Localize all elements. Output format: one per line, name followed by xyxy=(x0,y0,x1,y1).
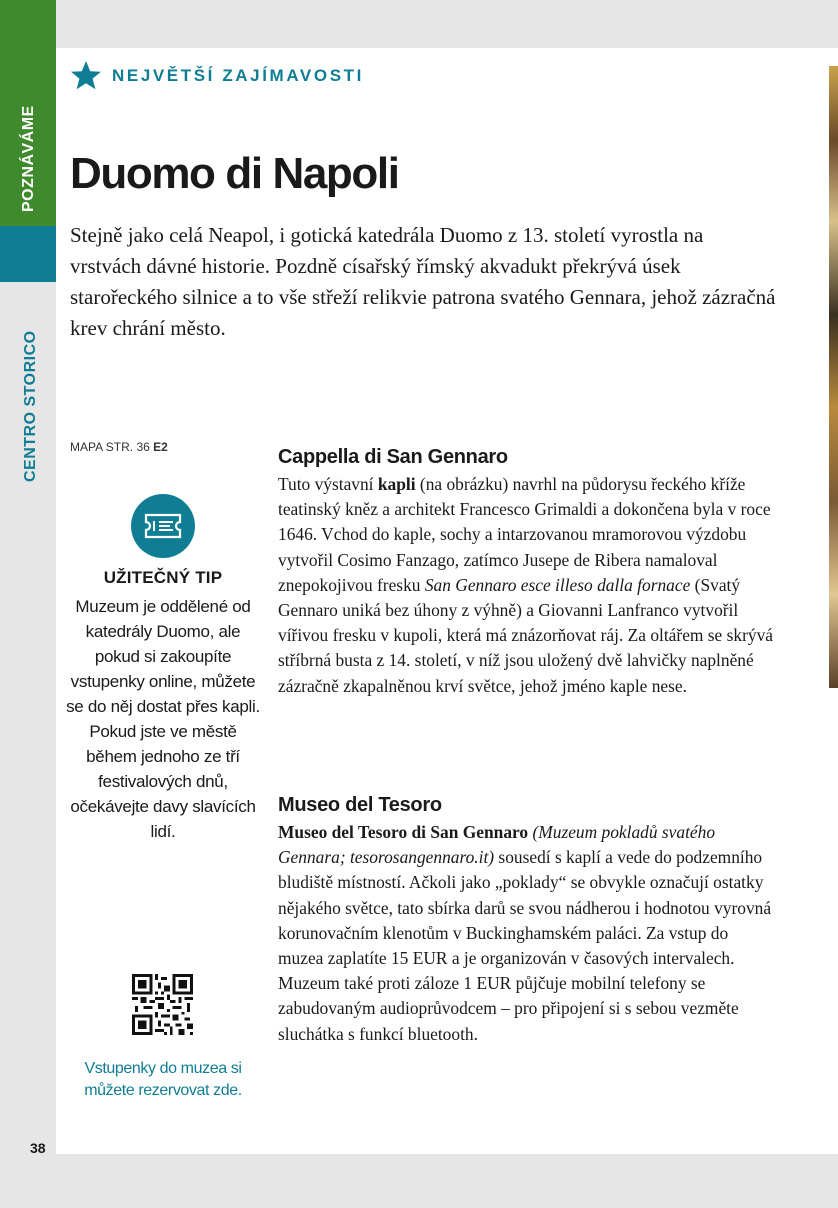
section-heading-museo: Museo del Tesoro xyxy=(278,794,442,816)
kicker xyxy=(70,60,364,92)
map-reference[interactable] xyxy=(70,440,168,454)
tip-badge xyxy=(131,494,195,558)
italic-title: San Gennaro esce illeso dalla fornace xyxy=(424,574,691,595)
map-reference-grid: E2 xyxy=(153,440,168,454)
kicker-label: NEJVĚTŠÍ ZAJÍMAVOSTI xyxy=(112,66,364,85)
bold-term: Museo del Tesoro di San Gennaro xyxy=(278,822,529,842)
tip-text: Muzeum je oddělené od katedrály Duomo, ale pokud si zakoupíte vstupenky online, můžete se do něj dostat přes kapli. Pokud jste ve městě během jednoho ze tří festivalových dnů, očekávejte davy slavících lidí. xyxy=(66,597,260,841)
section-tab-centro-storico[interactable] xyxy=(0,226,56,282)
map-reference-label: MAPA STR. 36 xyxy=(70,440,150,454)
ticket-icon xyxy=(143,512,183,540)
italic-note: (Muzeum pokladů svatého Gennara; tesorosangennaro.it) xyxy=(278,822,716,868)
page-number: 38 xyxy=(30,1140,46,1156)
section-body-cappella xyxy=(278,472,773,699)
adjacent-photo-edge xyxy=(829,66,838,688)
page-title: Duomo di Napoli xyxy=(70,149,399,198)
bold-term: kapli xyxy=(377,474,416,494)
text-run: (na obrázku) navrhl na půdorysu řeckého kříže teatinský kněz a architekt Francesco Grimaldi a dokončena byla v roce 1646. Vchod do kaple, sochy a intarzovanou mramorovou výzdobu vytvořil Cosimo Fanzago, zatímco Jusepe de Ribera namaloval znepokojivou fresku xyxy=(278,474,771,595)
section-body-museo xyxy=(278,820,773,1047)
intro-paragraph: Stejně jako celá Neapol, i gotická katedrála Duomo z 13. století vyrostla na vrstvách dávné historie. Pozdně císařský římský akvadukt překrývá úsek starořeckého silnice a to vše střeží relikvie patrona svatého Gennara, jehož zázračná krev chrání město. xyxy=(70,223,776,340)
qr-code-icon[interactable] xyxy=(132,974,193,1035)
tip-heading: UŽITEČNÝ TIP xyxy=(103,568,223,587)
section-heading-cappella: Cappella di San Gennaro xyxy=(278,446,508,468)
section-tab-label: POZNÁVÁME xyxy=(20,105,37,212)
area-label: CENTRO STORICO xyxy=(22,330,39,482)
text-run: sousedí s kaplí a vede do podzemního bludiště místností. Ačkoli jako „poklady“ se obvykle označují ostatky nějakého světce, tato sbírka darů se svou nádherou i hodnotou vyrovná korunovačním klenotům v Buckinghamském paláci. Za vstup do muzea zaplatíte 15 EUR a je organizován v časových intervalech. Muzeum také proti záloze 1 EUR půjčuje mobilní telefony se zabudovaným audioprůvodcem – pro připojení si s sebou vezměte sluchátka s funkcí bluetooth. xyxy=(278,847,772,1044)
qr-caption[interactable]: Vstupenky do muzea si můžete rezervovat zde. xyxy=(84,1060,242,1099)
star-icon xyxy=(70,60,102,92)
text-run: Tuto výstavní xyxy=(278,474,378,494)
text-run: (Svatý Gennaro uniká bez úhony z výhně) a Giovanni Lanfranco vytvořil vířivou fresku v kupoli, která má znázorňovat ráj. Za oltářem se skrývá stříbrná busta z 14. století, v níž jsou uložený dvě lahvičky naplněné zázračně zkapalněnou krví světce, jehož jméno kaple nese. xyxy=(278,574,773,696)
